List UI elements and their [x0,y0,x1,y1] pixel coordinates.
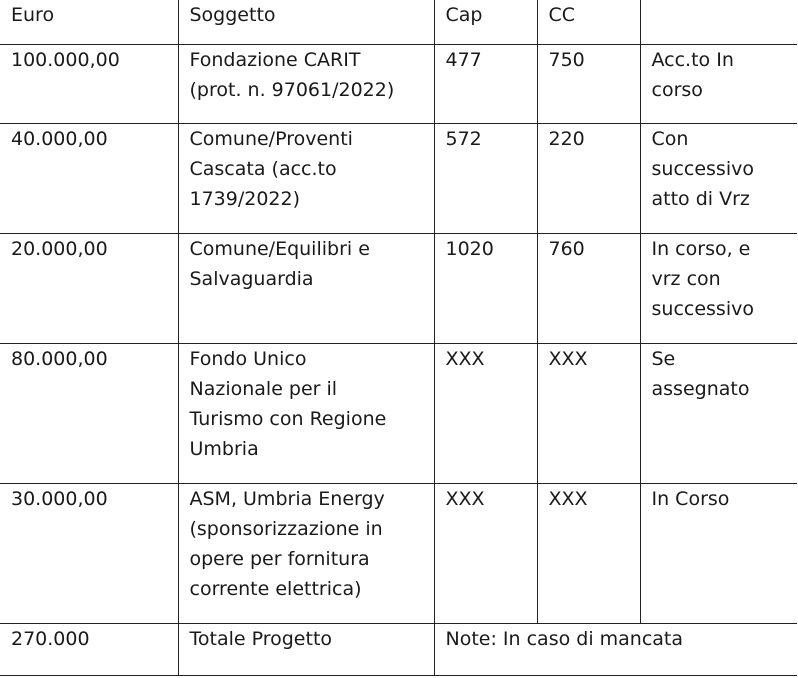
cell-note: Acc.to In corso [640,44,797,123]
table-row [0,44,797,123]
header-cap: Cap [434,0,537,44]
table-total-row [0,623,797,675]
cell-euro: 40.000,00 [0,123,178,233]
cell-total-note: Note: In caso di mancata [434,623,797,675]
cell-euro: 100.000,00 [0,44,178,123]
cell-note: In Corso [640,483,797,623]
cell-cc: 750 [537,44,640,123]
cell-total-label: Totale Progetto [178,623,434,675]
cell-soggetto: ASM, Umbria Energy (sponsorizzazione in opere per fornitura corrente elettrica) [178,483,434,623]
cell-soggetto: Comune/Proventi Cascata (acc.to 1739/2022) [178,123,434,233]
cell-euro: 30.000,00 [0,483,178,623]
cell-euro: 80.000,00 [0,343,178,483]
cell-total-euro: 270.000 [0,623,178,675]
cell-note: In corso, e vrz con successivo [640,233,797,343]
cell-euro: 20.000,00 [0,233,178,343]
header-soggetto: Soggetto [178,0,434,44]
header-euro: Euro [0,0,178,44]
header-note [640,0,797,44]
table-header-row [0,0,797,44]
header-cc: CC [537,0,640,44]
cell-soggetto: Fondo Unico Nazionale per il Turismo con Regione Umbria [178,343,434,483]
cell-cap: 477 [434,44,537,123]
cell-cap: 572 [434,123,537,233]
table-row [0,343,797,483]
table-row [0,483,797,623]
table-row [0,233,797,343]
cell-cap: 1020 [434,233,537,343]
cell-cap: XXX [434,343,537,483]
cell-cc: XXX [537,343,640,483]
cell-soggetto: Fondazione CARIT (prot. n. 97061/2022) [178,44,434,123]
cell-cc: 760 [537,233,640,343]
cell-soggetto: Comune/Equilibri e Salvaguardia [178,233,434,343]
cell-cc: 220 [537,123,640,233]
cell-note: Se assegnato [640,343,797,483]
cell-note: Con successivo atto di Vrz [640,123,797,233]
cell-cc: XXX [537,483,640,623]
cell-cap: XXX [434,483,537,623]
table-row [0,123,797,233]
